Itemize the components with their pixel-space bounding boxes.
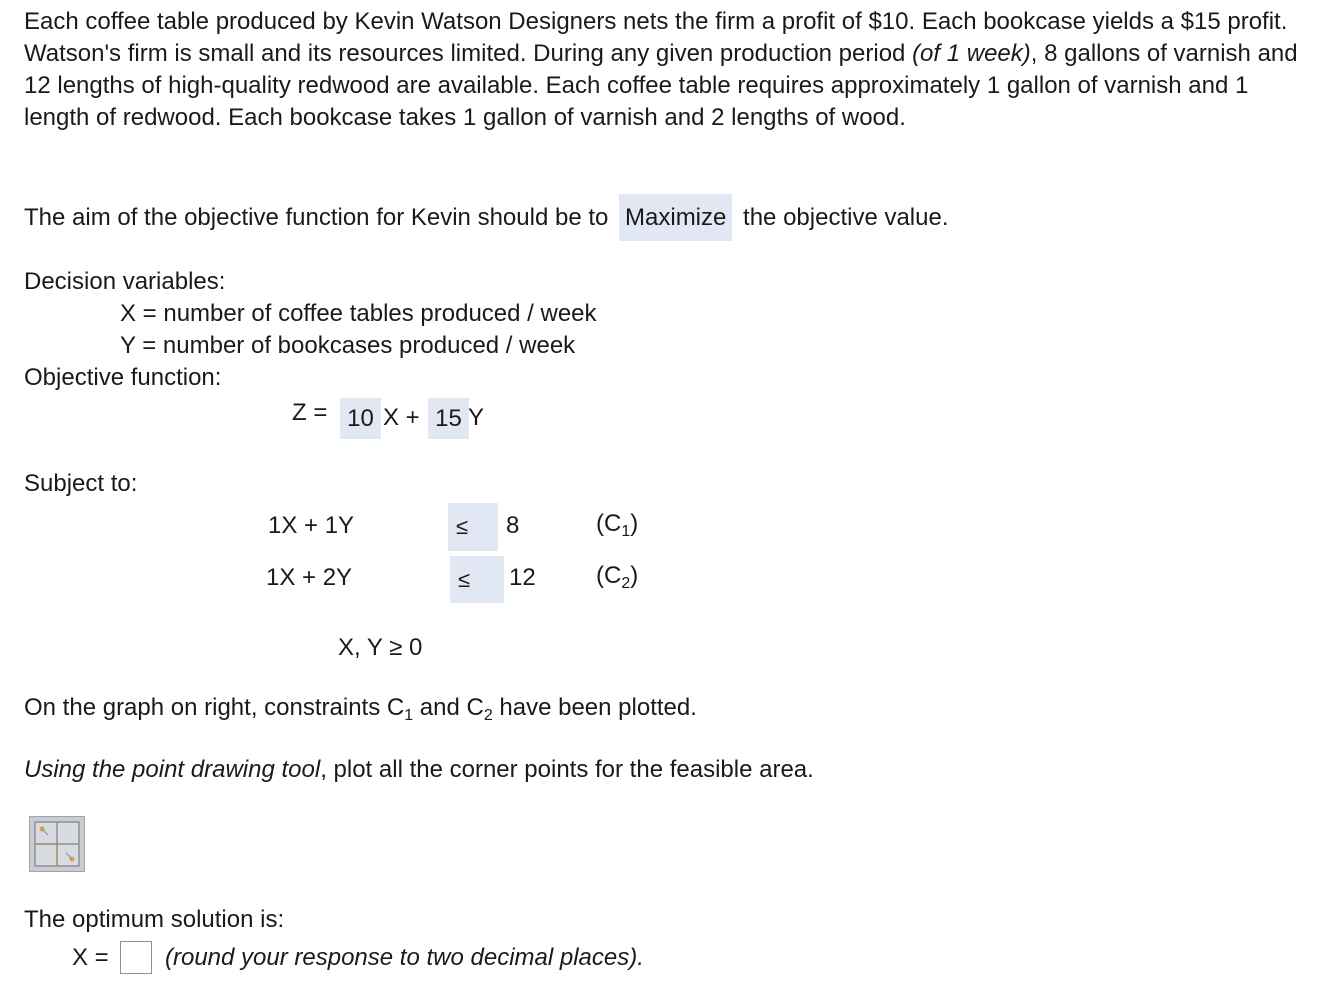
constraint-2-sign-select[interactable]: ≤: [450, 556, 504, 603]
objective-aim-prefix: The aim of the objective function for Kevin should be to: [24, 204, 609, 231]
constraint-2-tag: $(C_2)$: [596, 562, 639, 592]
point-drawing-tool-button[interactable]: [29, 816, 85, 872]
constraint-2-rhs: 12: [509, 564, 536, 591]
objective-aim-suffix: the objective value.: [743, 204, 949, 231]
objective-aim-line: [24, 194, 949, 241]
non-negativity-constraint: X, Y ≥ 0: [338, 634, 423, 661]
rounding-hint: (round your response to two decimal places).: [165, 944, 644, 971]
x-definition: X = number of coffee tables produced / week: [120, 300, 597, 327]
objective-aim-answer[interactable]: Maximize: [619, 194, 732, 241]
constraint-1-lhs: 1X + 1Y: [268, 512, 355, 539]
x-variable-label: X +: [383, 404, 420, 431]
z-label: Z =: [292, 399, 328, 426]
y-coefficient-input[interactable]: 15: [428, 398, 469, 439]
x-answer-label: X =: [72, 944, 109, 971]
subject-to-label: Subject to:: [24, 470, 138, 497]
graph-note: On the graph on right, constraints $C_1$ and $C_2$ have been plotted.: [24, 694, 697, 724]
point-drawing-tool-icon: [30, 817, 84, 871]
x-coefficient-input[interactable]: 10: [340, 398, 381, 439]
problem-statement: [24, 6, 1304, 134]
decision-variables-label: Decision variables:: [24, 268, 226, 295]
problem-text: Each coffee table produced by Kevin Watson Designers nets the firm a profit of $10. Each bookcase yields a $15 profit. Watson's firm is small and its resources limited. During any given production period: [24, 8, 1288, 67]
problem-period: (of 1 week): [912, 40, 1031, 67]
instruction-text: Using the point drawing tool, plot all the corner points for the feasible area.: [24, 756, 814, 783]
y-definition: Y = number of bookcases produced / week: [120, 332, 576, 359]
optimum-label: The optimum solution is:: [24, 906, 285, 933]
y-variable-label: Y: [468, 404, 485, 431]
constraint-1-rhs: 8: [506, 512, 520, 539]
x-answer-input[interactable]: [120, 941, 152, 974]
objective-function-label: Objective function:: [24, 364, 222, 391]
problem-text-2: , 8 gallons of varnish and 12 lengths of high-quality redwood are available. Each coffee table requires approximately 1 gallon of varnish and 1 length of redwood. Each bookcase takes 1 gallon of varnish and 2 lengths of wood.: [24, 40, 1298, 131]
constraint-1-sign-select[interactable]: ≤: [448, 503, 498, 551]
constraint-2-lhs: 1X + 2Y: [266, 564, 353, 591]
constraint-1-tag: $(C_1)$: [596, 510, 639, 540]
